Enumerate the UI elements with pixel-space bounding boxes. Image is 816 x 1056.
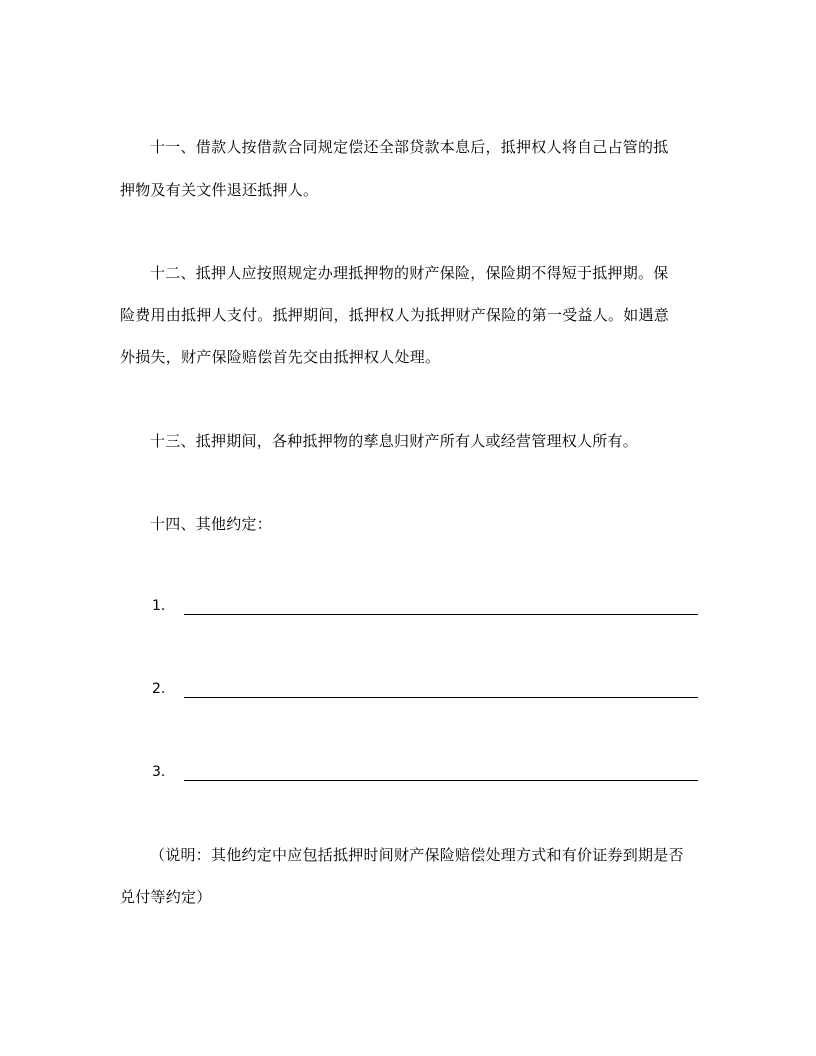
clause-11-line-2: 押物及有关文件退还抵押人。 [120,181,319,199]
other-item-3 [152,762,698,784]
clause-13-line-1: 十三、抵押期间，各种抵押物的孳息归财产所有人或经营管理权人所有。 [150,432,639,450]
clause-14-heading: 十四、其他约定： [150,515,273,533]
item-number: 1. [152,598,166,614]
fill-in-blank-line[interactable] [184,780,698,781]
clause-12-line-1: 十二、抵押人应按照规定办理抵押物的财产保险，保险期不得短于抵押期。保 [150,264,669,282]
note-line-2: 兑付等约定） [120,888,212,906]
clause-11-line-1: 十一、借款人按借款合同规定偿还全部贷款本息后，抵押权人将自己占管的抵 [150,138,669,156]
item-number: 3. [152,764,166,780]
note-line-1: （说明：其他约定中应包括抵押时间财产保险赔偿处理方式和有价证券到期是否 [150,846,684,864]
clause-12-line-3: 外损失，财产保险赔偿首先交由抵押权人处理。 [120,348,441,366]
clause-12-line-2: 险费用由抵押人支付。抵押期间，抵押权人为抵押财产保险的第一受益人。如遇意 [120,306,670,324]
other-item-1 [152,596,698,618]
other-item-2 [152,679,698,701]
fill-in-blank-line[interactable] [184,697,698,698]
item-number: 2. [152,681,166,697]
fill-in-blank-line[interactable] [184,614,698,615]
